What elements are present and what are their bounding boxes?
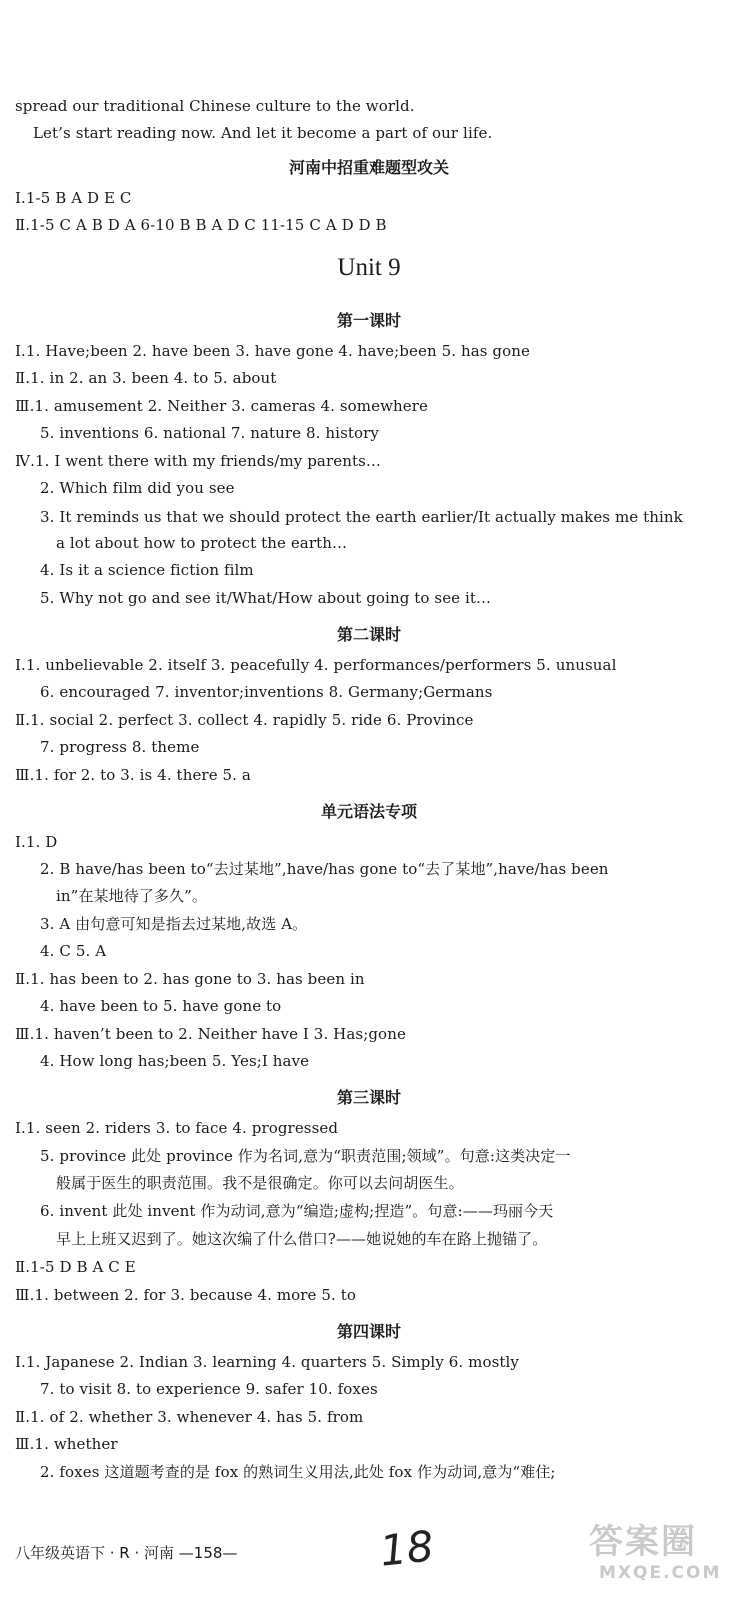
answer-line: Ⅲ.1. between 2. for 3. because 4. more 5. to xyxy=(15,1286,357,1304)
answer-line: 2. foxes 这道题考查的是 fox 的熟词生义用法,此处 fox 作为动词,意为“难住; xyxy=(40,1463,556,1481)
answer-line: 5. Why not go and see it/What/How about going to see it… xyxy=(40,589,492,607)
answer-line: Ⅲ.1. haven’t been to 2. Neither have I 3. Has;gone xyxy=(15,1025,406,1043)
answer-line: 6. encouraged 7. inventor;inventions 8. Germany;Germans xyxy=(40,683,493,701)
answer-line: a lot about how to protect the earth… xyxy=(56,534,348,552)
page-footer: 八年级英语下 · R · 河南 —158— xyxy=(15,1544,238,1562)
answer-line: 6. invent 此处 invent 作为动词,意为“编造;虚构;捏造”。句意:——玛丽今天 xyxy=(40,1202,554,1220)
watermark-logo xyxy=(585,1522,733,1596)
answer-line: 4. have been to 5. have gone to xyxy=(40,997,282,1015)
answer-line: Ⅱ.1. social 2. perfect 3. collect 4. rapidly 5. ride 6. Province xyxy=(15,711,474,729)
section-title: 河南中招重难题型攻关 xyxy=(288,158,449,177)
answer-line: 3. It reminds us that we should protect the earth earlier/It actually makes me think xyxy=(40,508,683,526)
answer-line: Ⅱ.1. in 2. an 3. been 4. to 5. about xyxy=(15,369,277,387)
answer-line: 4. C 5. A xyxy=(40,942,107,960)
answer-line: in”在某地待了多久”。 xyxy=(56,887,207,905)
answer-line: 5. inventions 6. national 7. nature 8. history xyxy=(40,424,379,442)
answer-line: Ⅱ.1-5 C A B D A 6-10 B B A D C 11-15 C A D D B xyxy=(15,216,387,234)
answer-line: Ⅲ.1. for 2. to 3. is 4. there 5. a xyxy=(15,766,251,784)
handwritten-page-number: 18 xyxy=(377,1521,436,1576)
watermark-text: 答案圈 xyxy=(589,1522,697,1562)
answer-line: 4. Is it a science fiction film xyxy=(40,561,254,579)
answer-line: 7. progress 8. theme xyxy=(40,738,200,756)
answer-line: Ⅳ.1. I went there with my friends/my parents… xyxy=(15,452,381,470)
section-title: 第一课时 xyxy=(336,311,401,330)
answer-line: 4. How long has;been 5. Yes;I have xyxy=(40,1052,310,1070)
answer-line: Let’s start reading now. And let it become a part of our life. xyxy=(33,124,493,142)
answer-line: 2. Which film did you see xyxy=(40,479,235,497)
answer-line: Ⅱ.1. of 2. whether 3. whenever 4. has 5. from xyxy=(15,1408,364,1426)
answer-line: Ⅰ.1. D xyxy=(15,833,58,851)
answer-line: Ⅰ.1. Have;been 2. have been 3. have gone 4. have;been 5. has gone xyxy=(15,342,531,360)
answer-line: spread our traditional Chinese culture to the world. xyxy=(15,97,415,115)
answer-line: 2. B have/has been to“去过某地”,have/has gone to“去了某地”,have/has been xyxy=(40,860,609,878)
answer-line: Ⅲ.1. whether xyxy=(15,1435,118,1453)
answer-line: Ⅱ.1. has been to 2. has gone to 3. has been in xyxy=(15,970,365,988)
answer-line: 早上上班又迟到了。她这次编了什么借口?——她说她的车在路上抛锚了。 xyxy=(56,1230,548,1248)
answer-line: Ⅰ.1. seen 2. riders 3. to face 4. progressed xyxy=(15,1119,339,1137)
answer-line: Ⅲ.1. amusement 2. Neither 3. cameras 4. somewhere xyxy=(15,397,428,415)
section-title: 第四课时 xyxy=(336,1322,401,1341)
answer-line: Ⅰ.1. Japanese 2. Indian 3. learning 4. quarters 5. Simply 6. mostly xyxy=(15,1353,519,1371)
watermark-url: MXQE.COM xyxy=(599,1563,722,1583)
answer-line: 3. A 由句意可知是指去过某地,故选 A。 xyxy=(40,915,308,933)
answer-line: Ⅰ.1. unbelievable 2. itself 3. peacefully 4. performances/performers 5. unusual xyxy=(15,656,617,674)
answer-line: Ⅱ.1-5 D B A C E xyxy=(15,1258,136,1276)
section-title: 单元语法专项 xyxy=(320,802,417,821)
answer-line: 5. province 此处 province 作为名词,意为“职责范围;领域”。句意:这类决定一 xyxy=(40,1147,571,1165)
answer-line: Ⅰ.1-5 B A D E C xyxy=(15,189,132,207)
answer-line: 般属于医生的职责范围。我不是很确定。你可以去问胡医生。 xyxy=(56,1174,464,1192)
unit-heading: Unit 9 xyxy=(337,254,401,281)
answer-line: 7. to visit 8. to experience 9. safer 10. foxes xyxy=(40,1380,378,1398)
section-title: 第三课时 xyxy=(336,1088,401,1107)
section-title: 第二课时 xyxy=(336,625,401,644)
